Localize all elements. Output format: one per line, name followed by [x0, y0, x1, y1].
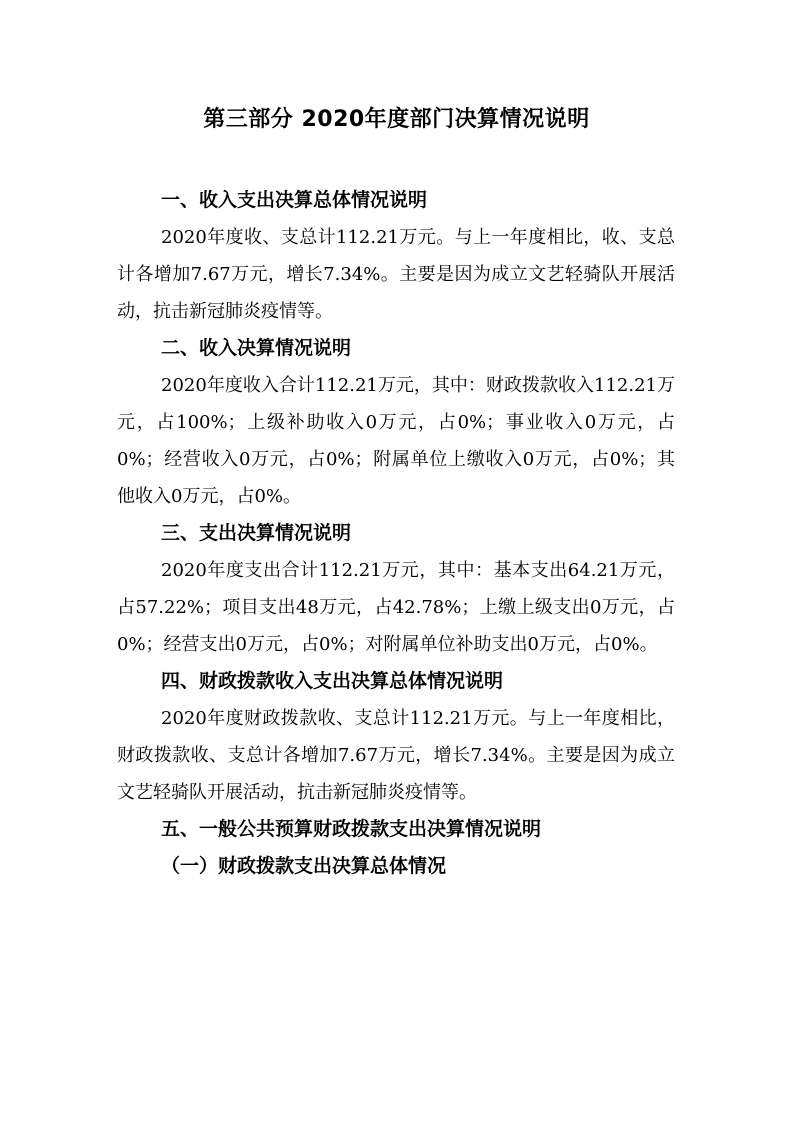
- section-heading-3: 三、支出决算情况说明: [161, 522, 352, 544]
- section-heading-4: 四、财政拨款收入支出决算总体情况说明: [161, 670, 504, 692]
- section-body-1: 2020年度收、支总计112.21万元。与上一年度相比，收、支总计各增加7.67万元，增长7.34%。主要是因为成立文艺轻骑队开展活动，抗击新冠肺炎疫情等。: [117, 227, 675, 322]
- document-body: [117, 182, 675, 885]
- section-body-3: 2020年度支出合计112.21万元，其中：基本支出64.21万元，占57.22%；项目支出48万元，占42.78%；上缴上级支出0万元，占0%；经营支出0万元，占0%；对附属单位补助支出0万元，占0%。: [117, 560, 675, 655]
- section-body-4: 2020年度财政拨款收、支总计112.21万元。与上一年度相比，财政拨款收、支总计各增加7.67万元，增长7.34%。主要是因为成立文艺轻骑队开展活动，抗击新冠肺炎疫情等。: [117, 708, 675, 803]
- section-body-2: 2020年度收入合计112.21万元，其中：财政拨款收入112.21万元，占100%；上级补助收入0万元，占0%；事业收入0万元，占0%；经营收入0万元，占0%；附属单位上缴收入0万元，占0%；其他收入0万元，占0%。: [117, 375, 675, 507]
- section-heading-1: 一、收入支出决算总体情况说明: [161, 189, 428, 211]
- section-heading-5: 五、一般公共预算财政拨款支出决算情况说明: [161, 818, 542, 840]
- subsection-heading-5-1: （一）财政拨款支出决算总体情况: [161, 855, 447, 877]
- page-title: 第三部分 2020年度部门决算情况说明: [203, 107, 590, 132]
- section-heading-2: 二、收入决算情况说明: [161, 337, 352, 359]
